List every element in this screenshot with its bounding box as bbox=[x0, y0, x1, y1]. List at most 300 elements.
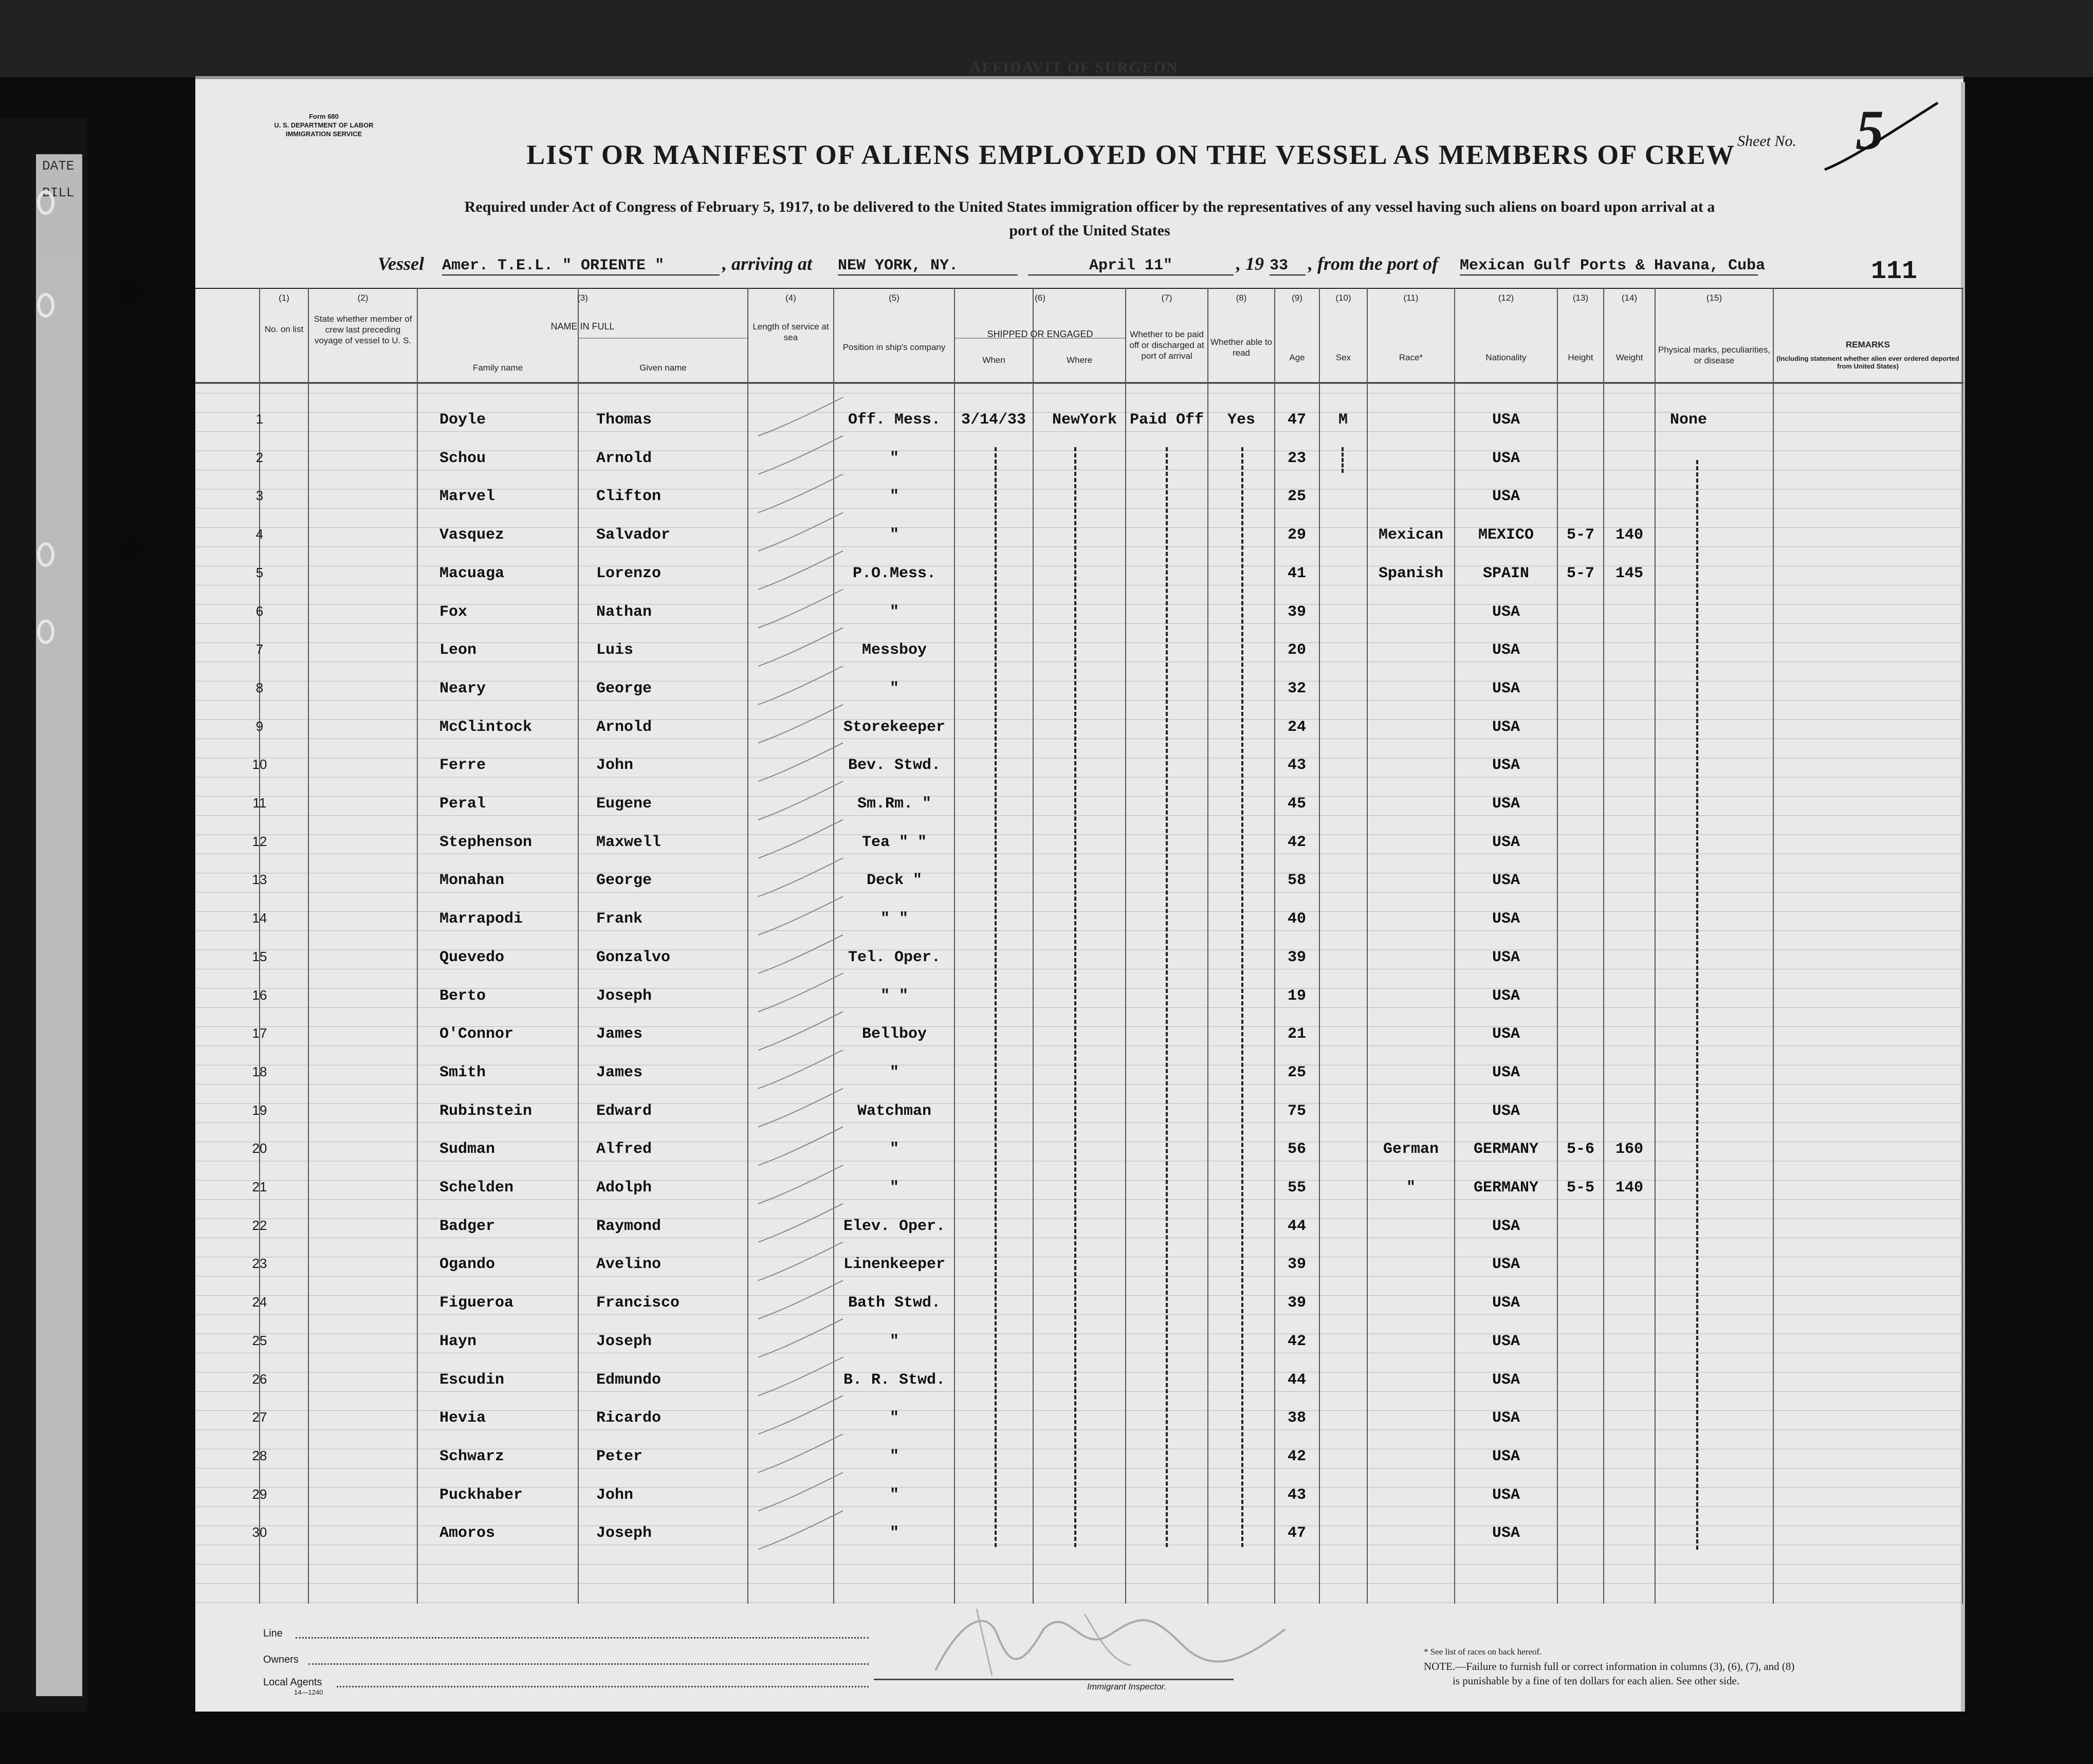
age: 43 bbox=[1287, 757, 1306, 775]
race-note: * See list of races on back hereof. bbox=[1424, 1647, 1542, 1657]
position: " bbox=[889, 679, 899, 697]
family-name: Stephenson bbox=[439, 833, 533, 851]
sheet-number-scribble-icon bbox=[1820, 98, 1943, 185]
given-name: Joseph bbox=[596, 1524, 652, 1542]
row-number: 8 bbox=[255, 679, 264, 695]
family-name: McClintock bbox=[439, 718, 533, 736]
position: Off. Mess. bbox=[848, 411, 941, 429]
header-able-to-read: Whether able to read bbox=[1210, 337, 1272, 358]
age: 44 bbox=[1287, 1371, 1306, 1389]
nationality: USA bbox=[1492, 1217, 1520, 1235]
pencil-tick-mark bbox=[758, 1089, 843, 1127]
row-number: 14 bbox=[252, 910, 267, 926]
nationality: USA bbox=[1492, 987, 1520, 1005]
nationality: SPAIN bbox=[1482, 564, 1529, 582]
from-port-label: , from the port of bbox=[1308, 253, 1439, 274]
age: 39 bbox=[1287, 1294, 1306, 1312]
nationality: USA bbox=[1492, 1063, 1520, 1081]
department-name: U. S. DEPARTMENT OF LABOR bbox=[274, 121, 374, 129]
row-number: 20 bbox=[252, 1141, 267, 1156]
margin-strip bbox=[36, 154, 82, 1696]
header-no-on-list: No. on list bbox=[264, 324, 304, 334]
given-name: Adolph bbox=[596, 1179, 652, 1197]
family-name: Hevia bbox=[439, 1409, 486, 1427]
column-number: (5) bbox=[889, 293, 899, 303]
race: Spanish bbox=[1378, 564, 1444, 582]
position: " bbox=[889, 488, 899, 506]
given-name: George bbox=[596, 679, 652, 697]
arriving-label: , arriving at bbox=[722, 253, 813, 274]
age: 75 bbox=[1287, 1102, 1306, 1120]
nationality: USA bbox=[1492, 1371, 1520, 1389]
header-remarks: REMARKS bbox=[1846, 340, 1890, 350]
position: Deck " bbox=[866, 872, 923, 890]
nationality: USA bbox=[1492, 1486, 1520, 1504]
position: " bbox=[889, 1524, 899, 1542]
inspector-signature-icon bbox=[915, 1598, 1306, 1686]
shipped-when: 3/14/33 bbox=[961, 411, 1026, 429]
position: B. R. Stwd. bbox=[843, 1371, 946, 1389]
age: 44 bbox=[1287, 1217, 1306, 1235]
given-name: Gonzalvo bbox=[596, 948, 671, 966]
line-field bbox=[296, 1637, 869, 1639]
row-number: 17 bbox=[252, 1025, 267, 1041]
nationality: USA bbox=[1492, 718, 1520, 736]
given-name: Francisco bbox=[596, 1294, 680, 1312]
penalty-note-line-1: NOTE.—Failure to furnish full or correct information in columns (3), (6), (7), and (8) bbox=[1424, 1660, 1795, 1673]
family-name: Vasquez bbox=[439, 526, 505, 544]
margin-word-date: DATE bbox=[42, 158, 75, 174]
row-number: 5 bbox=[255, 564, 264, 580]
penalty-note-line-2: is punishable by a fine of ten dollars for each alien. See other side. bbox=[1453, 1675, 1740, 1687]
column-number: (11) bbox=[1403, 293, 1419, 303]
position: " bbox=[889, 1409, 899, 1427]
pencil-tick-mark bbox=[758, 1319, 843, 1357]
physical-marks: None bbox=[1669, 411, 1707, 429]
age: 58 bbox=[1287, 872, 1306, 890]
page-subtitle bbox=[267, 195, 1912, 243]
row-number: 28 bbox=[252, 1447, 267, 1463]
pencil-tick-mark bbox=[758, 1242, 843, 1280]
position: " bbox=[889, 449, 899, 467]
header-sex: Sex bbox=[1335, 353, 1351, 362]
row-number: 1 bbox=[255, 411, 264, 427]
row-number: 12 bbox=[252, 833, 267, 849]
position: " bbox=[889, 603, 899, 621]
row-number: 16 bbox=[252, 987, 267, 1003]
given-name: Joseph bbox=[596, 1332, 652, 1350]
row-number: 9 bbox=[255, 718, 264, 734]
arrival-date: April 11" bbox=[1028, 257, 1234, 275]
column-number: (13) bbox=[1572, 293, 1589, 303]
age: 43 bbox=[1287, 1486, 1306, 1504]
inspector-label: Immigrant Inspector. bbox=[1087, 1682, 1167, 1692]
family-name: Quevedo bbox=[439, 948, 505, 966]
height: 5-6 bbox=[1566, 1141, 1594, 1159]
subtitle-line-1: Required under Act of Congress of February 5, 1917, to be delivered to the United States immigration officer by the representatives of any vessel having such aliens on board upon arrival at a bbox=[464, 198, 1715, 215]
row-number: 25 bbox=[252, 1332, 267, 1348]
age: 42 bbox=[1287, 833, 1306, 851]
header-age: Age bbox=[1289, 353, 1305, 362]
family-name: Doyle bbox=[439, 411, 486, 429]
row-number: 13 bbox=[252, 872, 267, 888]
row-number: 18 bbox=[252, 1063, 267, 1079]
height: 5-7 bbox=[1566, 526, 1594, 544]
nationality: GERMANY bbox=[1473, 1141, 1539, 1159]
ditto-line bbox=[1342, 447, 1344, 473]
age: 42 bbox=[1287, 1447, 1306, 1465]
age: 29 bbox=[1287, 526, 1306, 544]
header-given-name: Given name bbox=[639, 363, 687, 373]
family-name: O'Connor bbox=[439, 1025, 514, 1043]
row-number: 7 bbox=[255, 641, 264, 657]
given-name: Peter bbox=[596, 1447, 643, 1465]
position: Linenkeeper bbox=[843, 1256, 946, 1274]
ditto-line bbox=[1241, 447, 1243, 1547]
family-name: Figueroa bbox=[439, 1294, 514, 1312]
family-name: Peral bbox=[439, 795, 486, 813]
manifest-grid bbox=[195, 288, 1963, 1604]
nationality: USA bbox=[1492, 757, 1520, 775]
owners-label: Owners bbox=[263, 1654, 299, 1665]
height: 5-5 bbox=[1566, 1179, 1594, 1197]
position: Sm.Rm. " bbox=[857, 795, 932, 813]
nationality: USA bbox=[1492, 1025, 1520, 1043]
header-where: Where bbox=[1066, 355, 1093, 365]
age: 39 bbox=[1287, 1256, 1306, 1274]
nationality: MEXICO bbox=[1478, 526, 1534, 544]
pencil-tick-mark bbox=[758, 1473, 843, 1511]
family-name: Hayn bbox=[439, 1332, 477, 1350]
sheet-number-label: Sheet No. bbox=[1737, 133, 1796, 150]
family-name: Sudman bbox=[439, 1141, 495, 1159]
header-race: Race* bbox=[1399, 353, 1423, 362]
nationality: USA bbox=[1492, 641, 1520, 659]
given-name: Thomas bbox=[596, 411, 652, 429]
position: Messboy bbox=[861, 641, 927, 659]
inspector-signature-line bbox=[874, 1679, 1234, 1680]
given-name: James bbox=[596, 1025, 643, 1043]
family-name: Macuaga bbox=[439, 564, 505, 582]
age: 23 bbox=[1287, 449, 1306, 467]
binder-ring-icon bbox=[37, 542, 54, 567]
paid-off: Paid Off bbox=[1129, 411, 1204, 429]
given-name: George bbox=[596, 872, 652, 890]
nationality: USA bbox=[1492, 948, 1520, 966]
header-height: Height bbox=[1568, 353, 1593, 362]
age: 40 bbox=[1287, 910, 1306, 928]
page-title: LIST OR MANIFEST OF ALIENS EMPLOYED ON THE VESSEL AS MEMBERS OF CREW bbox=[526, 139, 1735, 170]
column-number: (15) bbox=[1706, 293, 1722, 303]
age: 47 bbox=[1287, 1524, 1306, 1542]
nationality: USA bbox=[1492, 1409, 1520, 1427]
family-name: Escudin bbox=[439, 1371, 505, 1389]
header-weight: Weight bbox=[1615, 353, 1643, 362]
column-number: (8) bbox=[1236, 293, 1247, 303]
given-name: John bbox=[596, 757, 634, 775]
row-number: 15 bbox=[252, 948, 267, 964]
header-when: When bbox=[982, 355, 1005, 365]
ditto-line bbox=[995, 447, 997, 1547]
age: 55 bbox=[1287, 1179, 1306, 1197]
nationality: USA bbox=[1492, 679, 1520, 697]
row-number: 19 bbox=[252, 1102, 267, 1118]
given-name: Luis bbox=[596, 641, 634, 659]
given-name: Eugene bbox=[596, 795, 652, 813]
nationality: USA bbox=[1492, 1294, 1520, 1312]
subtitle-line-2: port of the United States bbox=[1009, 222, 1170, 239]
pencil-tick-mark bbox=[758, 705, 843, 743]
punch-hole-icon bbox=[118, 280, 143, 305]
age: 21 bbox=[1287, 1025, 1306, 1043]
age: 19 bbox=[1287, 987, 1306, 1005]
pencil-tick-mark bbox=[758, 1204, 843, 1242]
given-name: Lorenzo bbox=[596, 564, 662, 582]
pencil-tick-mark bbox=[758, 1434, 843, 1473]
header-remarks-note: (Including statement whether alien ever ordered deported from United States) bbox=[1776, 355, 1959, 370]
age: 20 bbox=[1287, 641, 1306, 659]
pencil-tick-mark bbox=[758, 973, 843, 1012]
given-name: Avelino bbox=[596, 1256, 662, 1274]
age: 39 bbox=[1287, 948, 1306, 966]
family-name: Amoros bbox=[439, 1524, 495, 1542]
pencil-tick-mark bbox=[758, 436, 843, 474]
age: 45 bbox=[1287, 795, 1306, 813]
nationality: USA bbox=[1492, 1102, 1520, 1120]
row-number: 22 bbox=[252, 1217, 267, 1233]
sex: M bbox=[1338, 411, 1348, 429]
pencil-tick-mark bbox=[758, 1165, 843, 1204]
position: " bbox=[889, 1141, 899, 1159]
position: " bbox=[889, 1486, 899, 1504]
row-number: 10 bbox=[252, 757, 267, 773]
ditto-line bbox=[1074, 447, 1076, 1547]
affidavit-label: AFFIDAVIT OF SURGEON bbox=[969, 59, 1179, 76]
header-length-service: Length of service at sea bbox=[752, 322, 829, 342]
given-name: Maxwell bbox=[596, 833, 662, 851]
weight: 140 bbox=[1615, 526, 1643, 544]
position: " bbox=[889, 1063, 899, 1081]
departure-port: Mexican Gulf Ports & Havana, Cuba bbox=[1460, 257, 1766, 274]
position: Bath Stwd. bbox=[848, 1294, 941, 1312]
pencil-tick-mark bbox=[758, 590, 843, 628]
nationality: USA bbox=[1492, 1524, 1520, 1542]
nationality: USA bbox=[1492, 411, 1520, 429]
position: " bbox=[889, 526, 899, 544]
pencil-tick-mark bbox=[758, 397, 843, 436]
column-number: (10) bbox=[1335, 293, 1351, 303]
age: 47 bbox=[1287, 411, 1306, 429]
year-prefix: , 19 bbox=[1236, 253, 1264, 274]
family-name: Marrapodi bbox=[439, 910, 523, 928]
given-name: Raymond bbox=[596, 1217, 662, 1235]
family-name: Ferre bbox=[439, 757, 486, 775]
local-agents-label: Local Agents bbox=[263, 1677, 322, 1688]
header-name-in-full: NAME IN FULL bbox=[550, 321, 615, 332]
family-name: Puckhaber bbox=[439, 1486, 523, 1504]
race: " bbox=[1406, 1179, 1416, 1197]
family-name: Neary bbox=[439, 679, 486, 697]
age: 42 bbox=[1287, 1332, 1306, 1350]
family-name: Smith bbox=[439, 1063, 486, 1081]
position: Tea " " bbox=[861, 833, 927, 851]
local-agents-field bbox=[337, 1686, 869, 1687]
position: " " bbox=[880, 987, 908, 1005]
ditto-line bbox=[1166, 447, 1168, 1547]
footer-notes bbox=[1424, 1645, 1948, 1688]
binder-ring-icon bbox=[37, 619, 54, 644]
row-number: 26 bbox=[252, 1371, 267, 1387]
race: Mexican bbox=[1378, 526, 1444, 544]
column-number: (12) bbox=[1498, 293, 1514, 303]
header-physical-marks: Physical marks, peculiarities, or disease bbox=[1658, 345, 1771, 365]
family-name: Schelden bbox=[439, 1179, 514, 1197]
pencil-tick-mark bbox=[758, 858, 843, 896]
position: Elev. Oper. bbox=[843, 1217, 946, 1235]
age: 38 bbox=[1287, 1409, 1306, 1427]
margin-word-bill: BILL bbox=[42, 185, 75, 200]
nationality: USA bbox=[1492, 910, 1520, 928]
column-number: (6) bbox=[1035, 293, 1045, 303]
pencil-tick-mark bbox=[758, 628, 843, 666]
able-to-read: Yes bbox=[1227, 411, 1255, 429]
row-number: 3 bbox=[255, 488, 264, 504]
arrival-port: NEW YORK, NY. bbox=[838, 257, 1018, 275]
given-name: Clifton bbox=[596, 488, 662, 506]
page-number: 111 bbox=[1871, 257, 1918, 286]
nationality: GERMANY bbox=[1473, 1179, 1539, 1197]
column-number: (2) bbox=[357, 293, 369, 303]
position: Storekeeper bbox=[843, 718, 946, 736]
header-paid-off: Whether to be paid off or discharged at port of arrival bbox=[1129, 329, 1204, 361]
pencil-tick-mark bbox=[758, 743, 843, 781]
row-number: 24 bbox=[252, 1294, 267, 1310]
owners-field bbox=[308, 1663, 869, 1665]
given-name: Alfred bbox=[596, 1141, 652, 1159]
family-name: Monahan bbox=[439, 872, 505, 890]
nationality: USA bbox=[1492, 795, 1520, 813]
column-number: (7) bbox=[1161, 293, 1172, 303]
form-number: Form 680 bbox=[309, 113, 339, 120]
row-number: 4 bbox=[255, 526, 264, 542]
family-name: Schou bbox=[439, 449, 486, 467]
weight: 140 bbox=[1615, 1179, 1643, 1197]
family-name: Rubinstein bbox=[439, 1102, 533, 1120]
given-name: Arnold bbox=[596, 718, 652, 736]
pencil-tick-mark bbox=[758, 551, 843, 590]
position: " " bbox=[880, 910, 908, 928]
nationality: USA bbox=[1492, 449, 1520, 467]
punch-hole-icon bbox=[118, 537, 143, 562]
position: " bbox=[889, 1179, 899, 1197]
binder-ring-icon bbox=[37, 190, 54, 215]
header-state-whether: State whether member of crew last preceding voyage of vessel to U. S. bbox=[314, 314, 412, 345]
pencil-tick-mark bbox=[758, 896, 843, 935]
age: 32 bbox=[1287, 679, 1306, 697]
race: German bbox=[1383, 1141, 1439, 1159]
form-number-block bbox=[257, 112, 391, 138]
header-shipped-engaged: SHIPPED OR ENGAGED bbox=[987, 329, 1093, 339]
given-name: Joseph bbox=[596, 987, 652, 1005]
pencil-tick-mark bbox=[758, 512, 843, 551]
pencil-tick-mark bbox=[758, 474, 843, 512]
age: 24 bbox=[1287, 718, 1306, 736]
row-number: 11 bbox=[252, 795, 267, 811]
age: 39 bbox=[1287, 603, 1306, 621]
row-number: 27 bbox=[252, 1409, 267, 1425]
family-name: Badger bbox=[439, 1217, 495, 1235]
nationality: USA bbox=[1492, 872, 1520, 890]
pencil-tick-mark bbox=[758, 1012, 843, 1050]
pencil-tick-mark bbox=[758, 1357, 843, 1396]
arrival-year: 33 bbox=[1270, 257, 1306, 275]
position: Bellboy bbox=[861, 1025, 927, 1043]
position: Watchman bbox=[857, 1102, 932, 1120]
position: P.O.Mess. bbox=[852, 564, 937, 582]
position: " bbox=[889, 1332, 899, 1350]
given-name: Salvador bbox=[596, 526, 671, 544]
weight: 160 bbox=[1615, 1141, 1643, 1159]
column-number: (3) bbox=[577, 293, 588, 303]
given-name: Edward bbox=[596, 1102, 652, 1120]
row-number: 2 bbox=[255, 449, 264, 465]
service-name: IMMIGRATION SERVICE bbox=[285, 130, 362, 138]
age: 25 bbox=[1287, 1063, 1306, 1081]
given-name: Frank bbox=[596, 910, 643, 928]
vessel-name: Amer. T.E.L. " ORIENTE " bbox=[442, 257, 720, 275]
nationality: USA bbox=[1492, 1447, 1520, 1465]
family-name: Marvel bbox=[439, 488, 495, 506]
line-label: Line bbox=[263, 1628, 283, 1639]
position: " bbox=[889, 1447, 899, 1465]
given-name: Edmundo bbox=[596, 1371, 662, 1389]
header-family-name: Family name bbox=[472, 363, 523, 373]
pencil-tick-mark bbox=[758, 820, 843, 858]
header-nationality: Nationality bbox=[1485, 353, 1527, 362]
column-number: (1) bbox=[279, 293, 289, 303]
ditto-line bbox=[1696, 460, 1698, 1550]
row-number: 6 bbox=[255, 603, 264, 619]
local-agents-code: 14—1240 bbox=[294, 1688, 323, 1696]
nationality: USA bbox=[1492, 833, 1520, 851]
row-number: 30 bbox=[252, 1524, 267, 1540]
age: 56 bbox=[1287, 1141, 1306, 1159]
given-name: James bbox=[596, 1063, 643, 1081]
vessel-label: Vessel bbox=[378, 253, 424, 274]
pencil-tick-mark bbox=[758, 1511, 843, 1549]
binder-ring-icon bbox=[37, 293, 54, 318]
given-name: Nathan bbox=[596, 603, 652, 621]
row-number: 23 bbox=[252, 1256, 267, 1272]
given-name: Arnold bbox=[596, 449, 652, 467]
nationality: USA bbox=[1492, 603, 1520, 621]
sheet-number-value: 5 bbox=[1856, 99, 1884, 161]
family-name: Ogando bbox=[439, 1256, 495, 1274]
pencil-tick-mark bbox=[758, 666, 843, 705]
family-name: Leon bbox=[439, 641, 477, 659]
position: Bev. Stwd. bbox=[848, 757, 941, 775]
age: 25 bbox=[1287, 488, 1306, 506]
family-name: Berto bbox=[439, 987, 486, 1005]
column-number: (9) bbox=[1292, 293, 1302, 303]
weight: 145 bbox=[1615, 564, 1643, 582]
nationality: USA bbox=[1492, 1332, 1520, 1350]
age: 41 bbox=[1287, 564, 1306, 582]
pencil-tick-mark bbox=[758, 1280, 843, 1319]
pencil-tick-mark bbox=[758, 1127, 843, 1165]
header-position: Position in ship's company bbox=[842, 342, 946, 352]
column-number: (14) bbox=[1621, 293, 1638, 303]
